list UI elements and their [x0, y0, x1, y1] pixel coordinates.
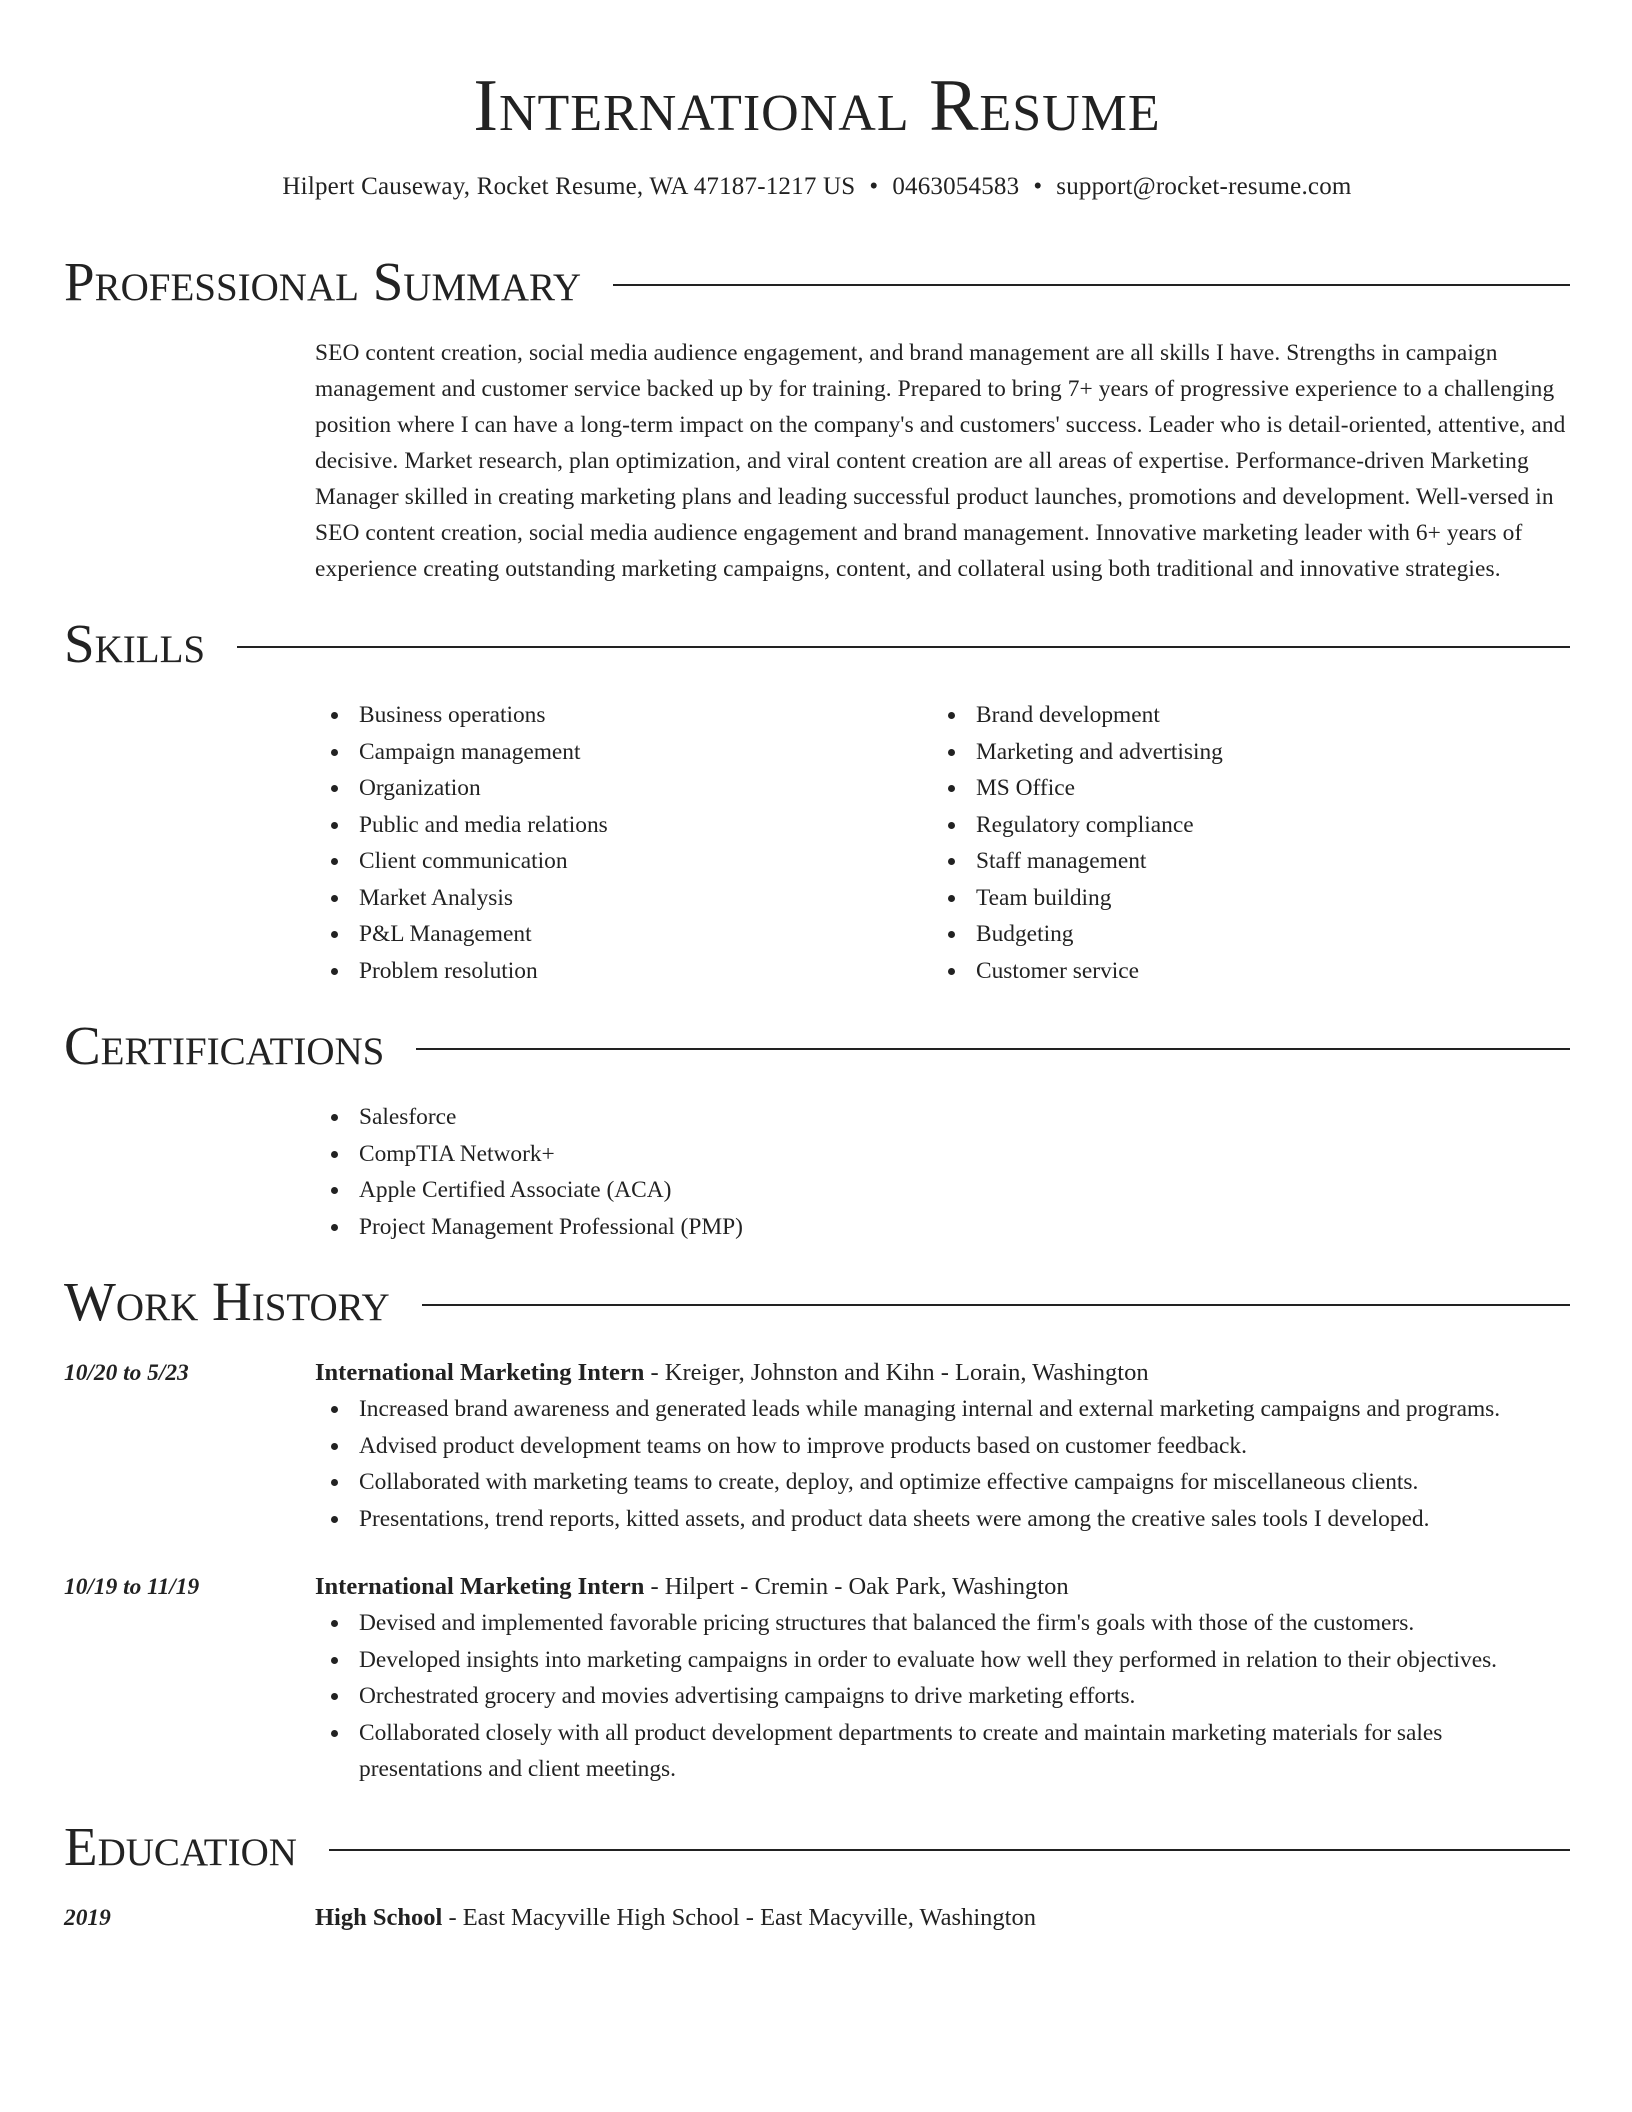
section-divider — [416, 1048, 1570, 1050]
job-heading — [315, 1355, 1570, 1391]
list-item: Problem resolution — [359, 953, 932, 990]
list-item: Marketing and advertising — [976, 734, 1549, 771]
list-item: Apple Certified Associate (ACA) — [359, 1172, 1570, 1209]
section-title: Skills — [64, 613, 206, 674]
list-item: Client communication — [359, 843, 932, 880]
list-item: Business operations — [359, 697, 932, 734]
list-item: Collaborated with marketing teams to create, deploy, and optimize effective campaigns for miscellaneous clients. — [359, 1464, 1570, 1501]
summary-text: SEO content creation, social media audience engagement, and brand management are all skills I have. Strengths in campaign management and customer service backed up by for training. Prepared to bring 7+ years of progressive experience to a challenging position where I can have a long-term impact on the company's and customers' success. Leader who is detail-oriented, attentive, and decisive. Market research, plan optimization, and viral content creation are all areas of expertise. Performance-driven Marketing Manager skilled in creating marketing plans and leading successful product launches, promotions and development. Well-versed in SEO content creation, social media audience engagement and brand management. Innovative marketing leader with 6+ years of experience creating outstanding marketing campaigns, content, and collateral using both traditional and innovative strategies. — [315, 340, 1566, 582]
list-item: Devised and implemented favorable pricing structures that balanced the firm's goals with those of the customers. — [359, 1605, 1570, 1642]
job-entry — [64, 1569, 1570, 1788]
education-section — [64, 1812, 1570, 1936]
education-details: - East Macyville High School - East Macyville, Washington — [442, 1903, 1036, 1931]
section-divider — [613, 284, 1570, 286]
list-item: Team building — [976, 880, 1549, 917]
list-item: Advised product development teams on how to improve products based on customer feedback. — [359, 1428, 1570, 1465]
list-item: Orchestrated grocery and movies advertising campaigns to drive marketing efforts. — [359, 1678, 1570, 1715]
list-item: Staff management — [976, 843, 1549, 880]
summary-section — [64, 247, 1570, 587]
contact-address: Hilpert Causeway, Rocket Resume, WA 47187-1217 US — [282, 173, 856, 200]
job-details: - Kreiger, Johnston and Kihn - Lorain, Washington — [644, 1359, 1149, 1386]
section-title: Professional Summary — [64, 251, 582, 312]
contact-email[interactable]: support@rocket-resume.com — [1056, 173, 1352, 200]
list-item: Public and media relations — [359, 807, 932, 844]
contact-separator: • — [1033, 173, 1043, 200]
list-item: MS Office — [976, 770, 1549, 807]
job-title: International Marketing Intern — [315, 1359, 645, 1386]
skills-section — [64, 609, 1570, 989]
education-entry — [64, 1900, 1570, 1936]
skills-column-left — [315, 697, 932, 989]
resume-title: International Resume — [473, 65, 1161, 147]
section-header — [64, 1812, 1570, 1882]
education-year: 2019 — [64, 1904, 111, 1931]
section-divider — [422, 1304, 1570, 1306]
skills-list — [932, 697, 1549, 989]
job-body — [315, 1355, 1570, 1537]
education-heading — [315, 1900, 1570, 1936]
list-item: Project Management Professional (PMP) — [359, 1209, 1570, 1246]
contact-phone: 0463054583 — [892, 173, 1020, 200]
skills-grid — [315, 697, 1570, 989]
job-body — [315, 1569, 1570, 1788]
job-bullets — [315, 1605, 1570, 1788]
list-item: Presentations, trend reports, kitted assets, and product data sheets were among the creative sales tools I developed. — [359, 1501, 1570, 1538]
list-item: Market Analysis — [359, 880, 932, 917]
section-header — [64, 609, 1570, 679]
contact-separator: • — [869, 173, 879, 200]
list-item: Budgeting — [976, 916, 1549, 953]
list-item: Organization — [359, 770, 932, 807]
list-item: Brand development — [976, 697, 1549, 734]
list-item: P&L Management — [359, 916, 932, 953]
certifications-list — [315, 1099, 1570, 1245]
certifications-body — [315, 1099, 1570, 1245]
list-item: Developed insights into marketing campaigns in order to evaluate how well they performed in relation to their objectives. — [359, 1642, 1570, 1679]
job-dates: 10/20 to 5/23 — [64, 1360, 189, 1386]
skills-column-right — [932, 697, 1549, 989]
job-entry — [64, 1355, 1570, 1537]
section-divider — [329, 1849, 1570, 1851]
job-details: - Hilpert - Cremin - Oak Park, Washington — [644, 1573, 1069, 1600]
job-dates: 10/19 to 11/19 — [64, 1574, 200, 1600]
contact-line — [64, 170, 1570, 204]
education-degree: High School — [315, 1903, 443, 1931]
skills-list — [315, 697, 932, 989]
section-divider — [237, 646, 1570, 648]
job-heading — [315, 1569, 1570, 1605]
section-title: Education — [64, 1815, 297, 1877]
list-item: Regulatory compliance — [976, 807, 1549, 844]
section-title: Certifications — [64, 1015, 385, 1076]
certifications-section — [64, 1011, 1570, 1245]
education-body — [315, 1900, 1570, 1936]
list-item: CompTIA Network+ — [359, 1136, 1570, 1173]
section-header — [64, 247, 1570, 317]
job-bullets — [315, 1391, 1570, 1537]
section-header — [64, 1267, 1570, 1337]
list-item: Customer service — [976, 953, 1549, 990]
work-history-section — [64, 1267, 1570, 1788]
section-title: Work History — [64, 1271, 390, 1332]
list-item: Campaign management — [359, 734, 932, 771]
list-item: Salesforce — [359, 1099, 1570, 1136]
list-item: Collaborated closely with all product development departments to create and maintain marketing materials for sales presentations and client meetings. — [359, 1715, 1570, 1788]
section-header — [64, 1011, 1570, 1081]
job-title: International Marketing Intern — [315, 1573, 645, 1600]
list-item: Increased brand awareness and generated leads while managing internal and external marketing campaigns and programs. — [359, 1391, 1570, 1428]
